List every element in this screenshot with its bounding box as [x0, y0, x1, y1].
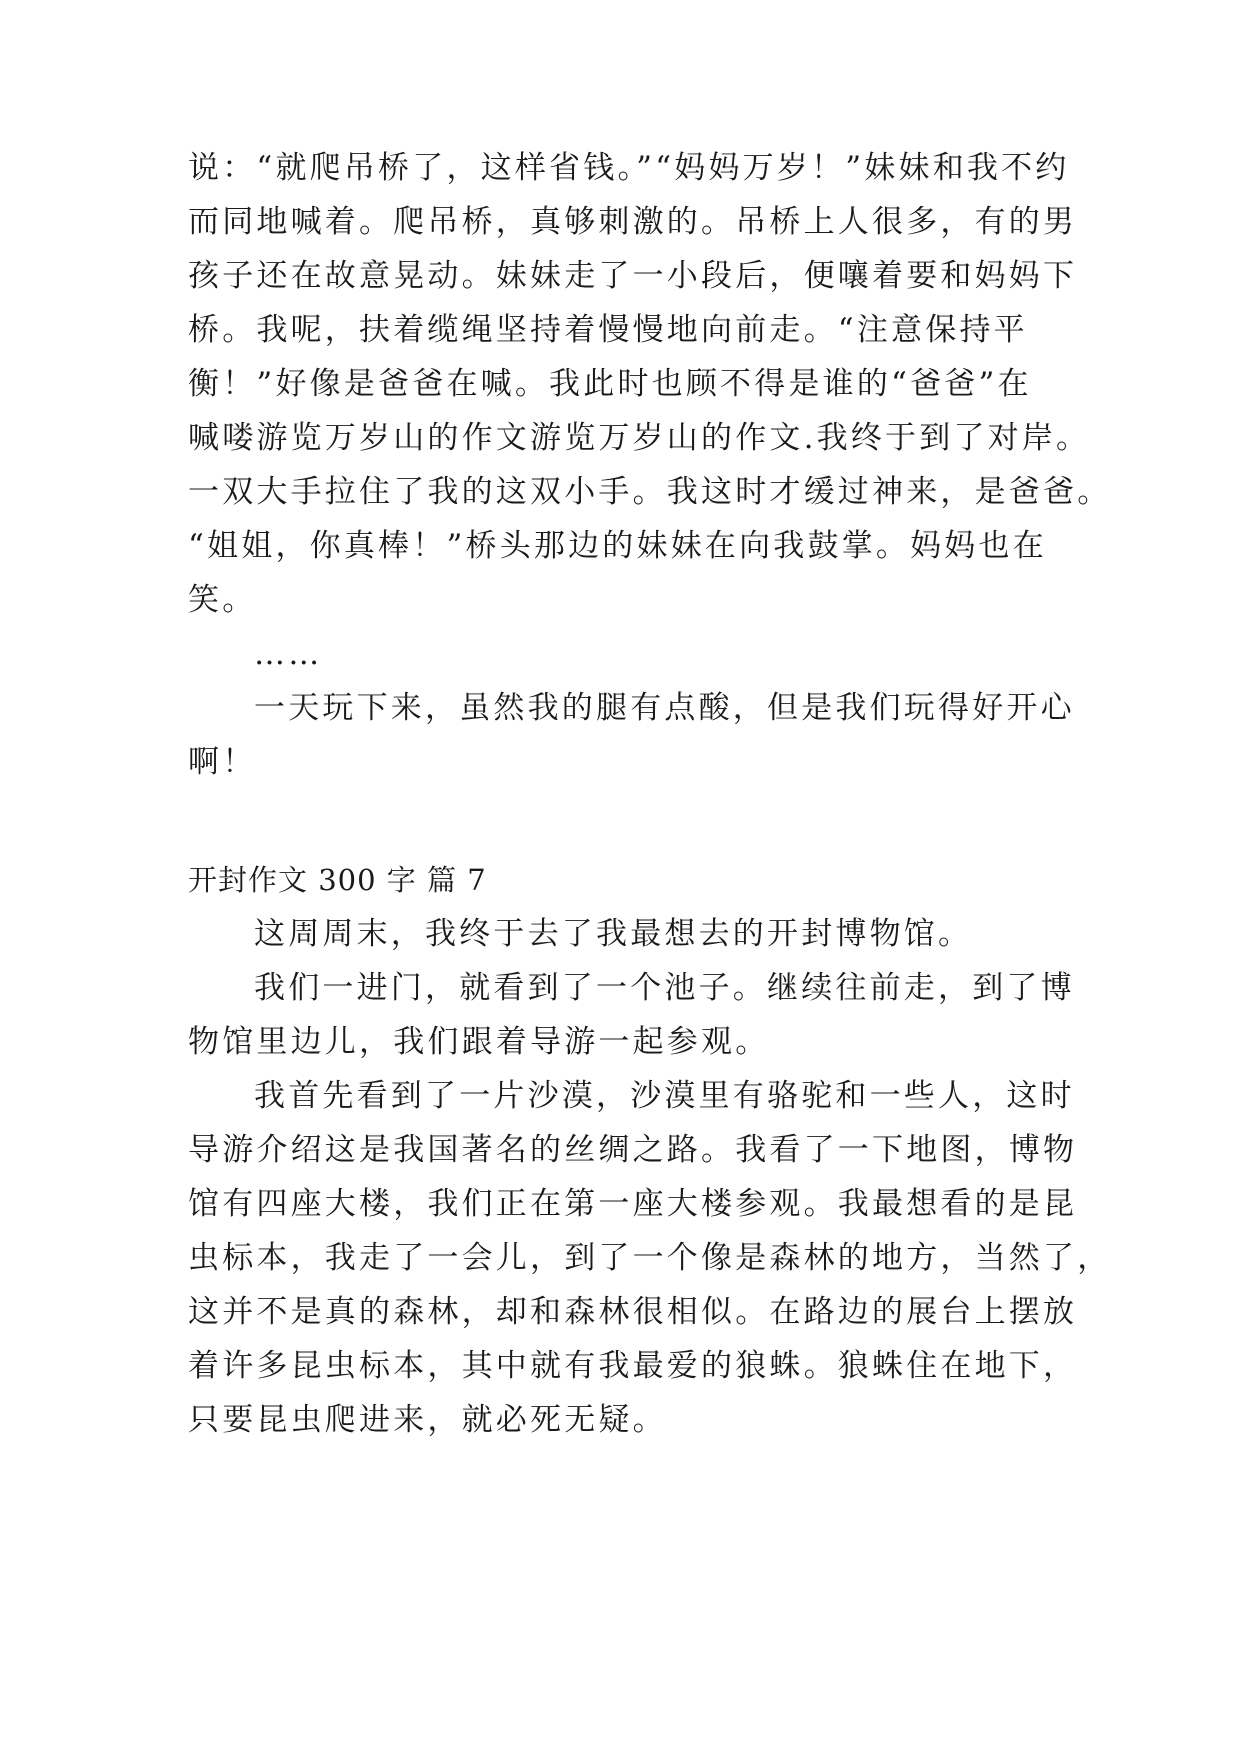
text-line: 喊喽游览万岁山的作文游览万岁山的作文.我终于到了对岸。 [188, 420, 1091, 456]
text-line: 虫标本，我走了一会儿，到了一个像是森林的地方，当然了， [188, 1240, 1112, 1276]
ellipsis: …… [254, 636, 323, 672]
text-line: 笑。 [188, 582, 257, 618]
text-line: 物馆里边儿，我们跟着导游一起参观。 [188, 1024, 770, 1060]
text-line: 说：“就爬吊桥了，这样省钱。”“妈妈万岁！”妹妹和我不约 [188, 150, 1070, 186]
text-line: 着许多昆虫标本，其中就有我最爱的狼蛛。狼蛛住在地下， [188, 1348, 1078, 1384]
text-line: 这并不是真的森林，却和森林很相似。在路边的展台上摆放 [188, 1294, 1078, 1330]
section-heading: 开封作文 300 字 篇 7 [188, 863, 487, 897]
text-line: “姐姐，你真棒！”桥头那边的妹妹在向我鼓掌。妈妈也在 [188, 528, 1047, 564]
text-line: 啊！ [188, 744, 257, 780]
text-line: 我们一进门，就看到了一个池子。继续往前走，到了博 [254, 970, 1075, 1006]
text-line: 一天玩下来，虽然我的腿有点酸，但是我们玩得好开心 [254, 690, 1075, 726]
text-line: 导游介绍这是我国著名的丝绸之路。我看了一下地图，博物 [188, 1132, 1078, 1168]
text-line: 我首先看到了一片沙漠，沙漠里有骆驼和一些人，这时 [254, 1078, 1075, 1114]
text-line: 而同地喊着。爬吊桥，真够刺激的。吊桥上人很多，有的男 [188, 204, 1078, 240]
text-line: 一双大手拉住了我的这双小手。我这时才缓过神来，是爸爸。 [188, 474, 1112, 510]
text-line: 只要昆虫爬进来，就必死无疑。 [188, 1402, 667, 1438]
text-line: 衡！”好像是爸爸在喊。我此时也顾不得是谁的“爸爸”在 [188, 366, 1032, 402]
text-line: 馆有四座大楼，我们正在第一座大楼参观。我最想看的是昆 [188, 1186, 1078, 1222]
text-line: 孩子还在故意晃动。妹妹走了一小段后，便嚷着要和妈妈下 [188, 258, 1078, 294]
text-line: 桥。我呢，扶着缆绳坚持着慢慢地向前走。“注意保持平 [188, 312, 1028, 348]
text-line: 这周周末，我终于去了我最想去的开封博物馆。 [254, 916, 973, 952]
